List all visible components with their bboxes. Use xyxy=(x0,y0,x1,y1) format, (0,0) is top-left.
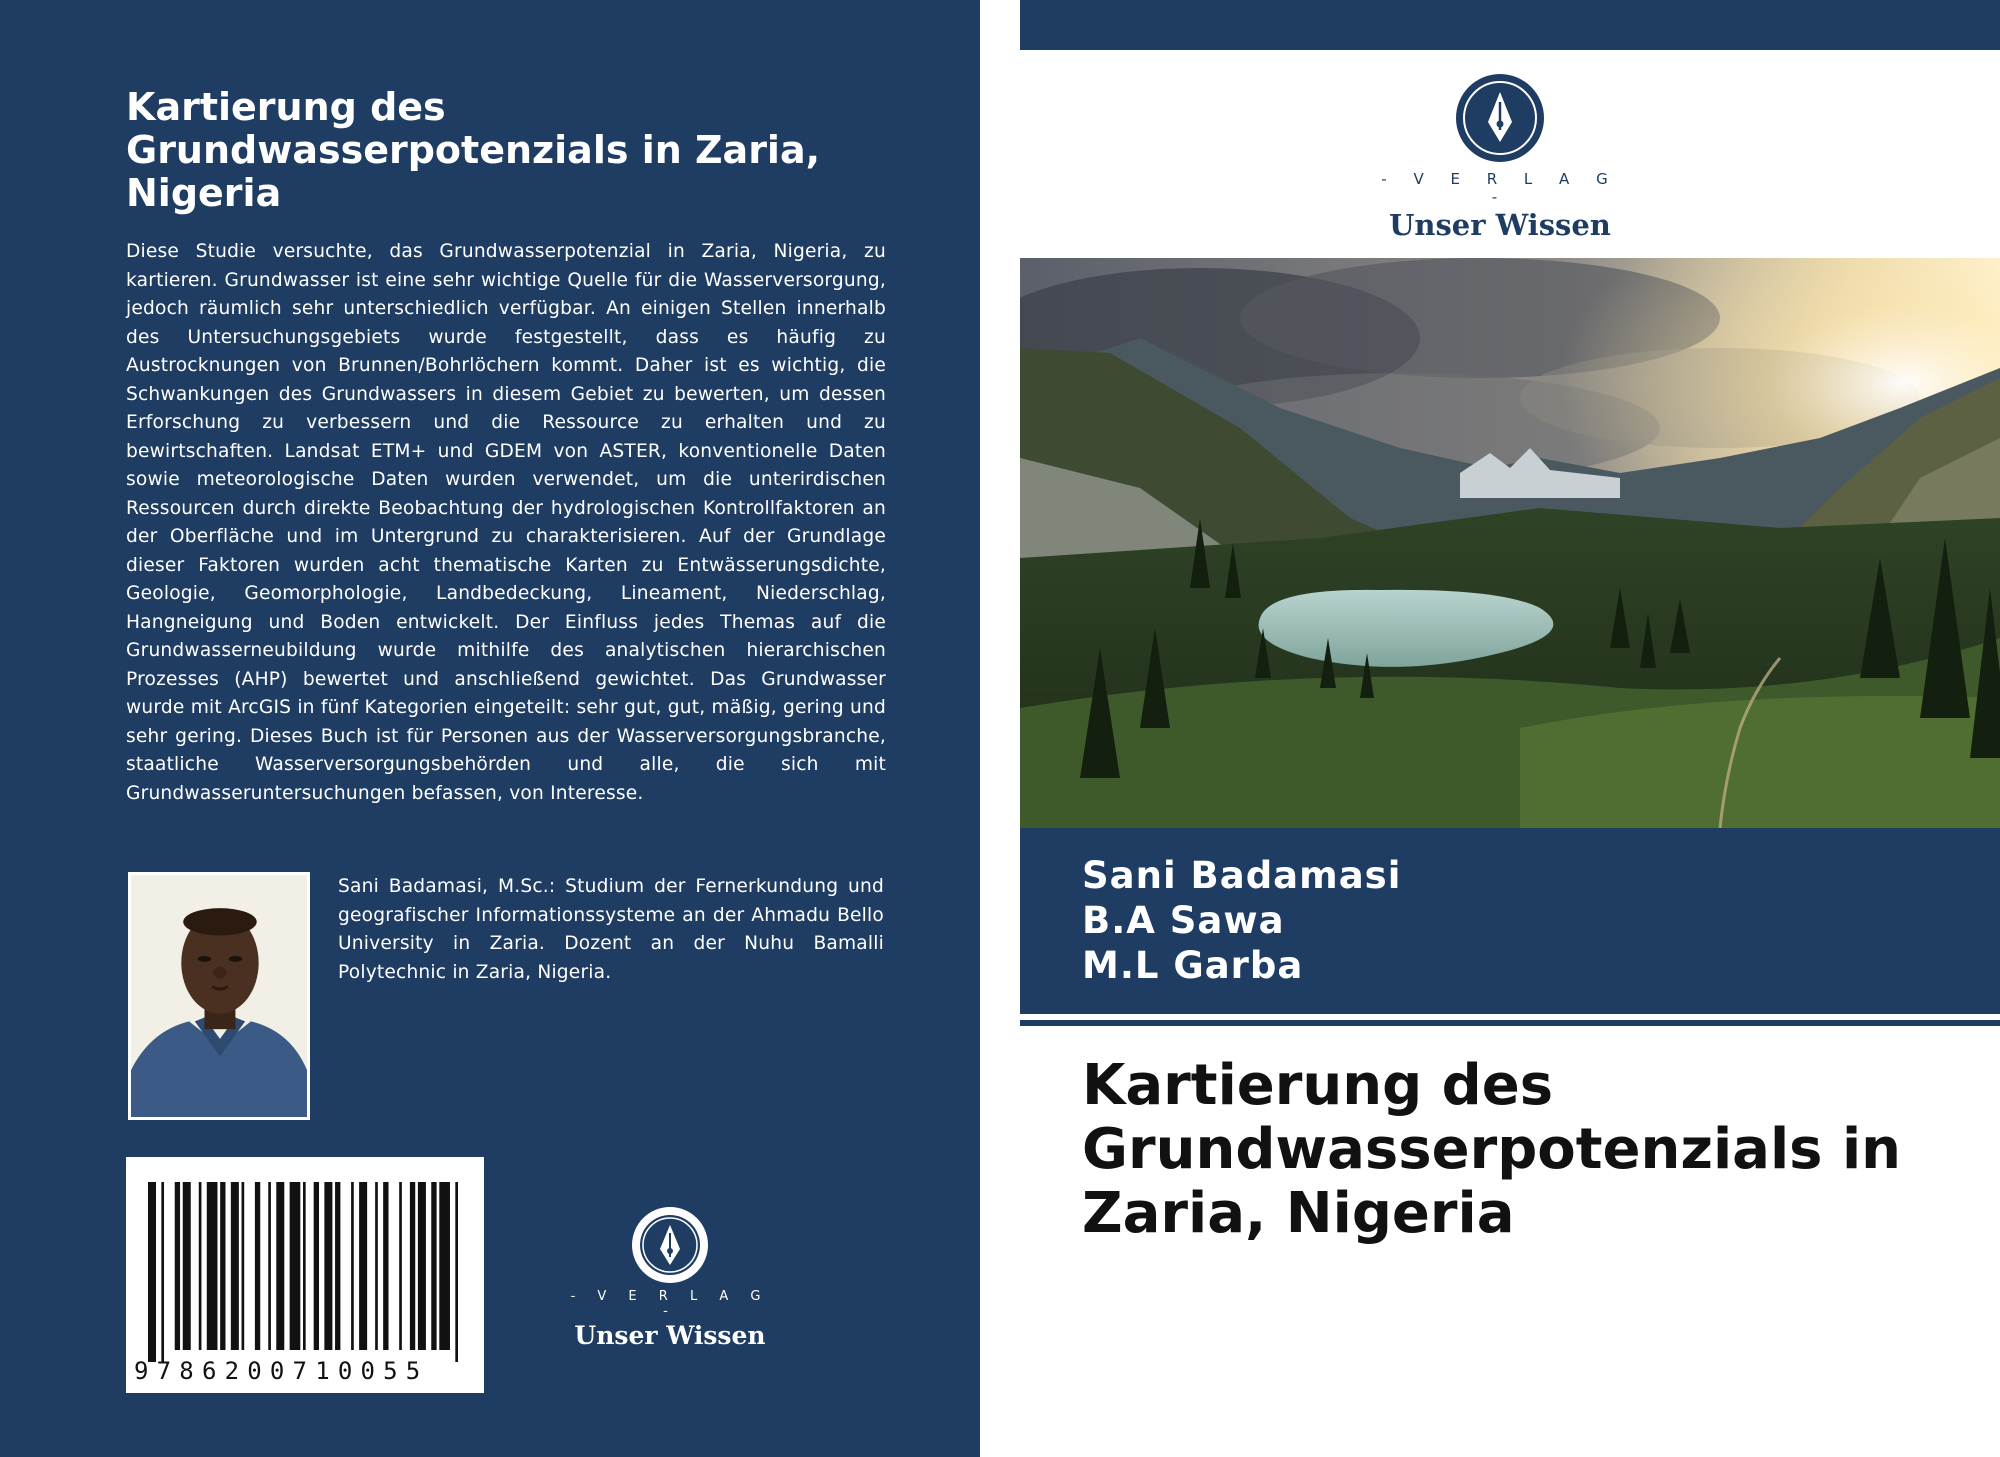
barcode-bars xyxy=(148,1182,466,1362)
publisher-brand-name: Unser Wissen xyxy=(574,1321,766,1350)
back-cover-title: Kartierung des Grundwasserpotenzials in Zaria, Nigeria xyxy=(126,85,821,215)
author-name: B.A Sawa xyxy=(1082,899,1285,942)
isbn-digits: 9786200710055 xyxy=(134,1357,429,1385)
barcode-bar xyxy=(314,1182,319,1350)
barcode-bar xyxy=(199,1182,202,1350)
front-cover-title: Kartierung des Grundwasserpotenzials in Zaria, Nigeria xyxy=(1082,1053,1902,1246)
barcode-bar xyxy=(431,1182,436,1350)
barcode-bar xyxy=(183,1182,191,1350)
author-photo xyxy=(128,872,310,1120)
barcode-bar xyxy=(399,1182,402,1350)
publisher-verlag-label: - V E R L A G - xyxy=(570,1289,770,1319)
barcode-bar xyxy=(383,1182,388,1350)
publisher-seal-icon xyxy=(630,1205,710,1285)
publisher-brand-name: Unser Wissen xyxy=(1389,208,1611,242)
author-bio: Sani Badamasi, M.Sc.: Studium der Fernerkundung und geografischer Informationssysteme an der Ahmadu Bello University in Zaria. Dozent an der Nuhu Bamalli Polytechnic in Zaria, Nigeria. xyxy=(338,876,884,983)
barcode-bar xyxy=(207,1182,218,1350)
barcode-bar xyxy=(276,1182,284,1350)
author-name: M.L Garba xyxy=(1082,944,1304,987)
cover-divider xyxy=(1020,1020,2000,1026)
barcode-bar xyxy=(335,1182,340,1350)
barcode-bar xyxy=(231,1182,239,1350)
barcode-bar xyxy=(255,1182,260,1350)
publisher-verlag-label: - V E R L A G - xyxy=(1381,170,1619,206)
barcode-bar xyxy=(290,1182,301,1350)
barcode-bar xyxy=(242,1182,245,1350)
barcode-bar xyxy=(303,1182,306,1350)
barcode-bar xyxy=(410,1182,415,1350)
publisher-logo-back xyxy=(560,1205,780,1350)
barcode-bar xyxy=(175,1182,180,1350)
publisher-logo-front xyxy=(1375,72,1625,242)
barcode-bar xyxy=(148,1182,156,1362)
publisher-seal-icon xyxy=(1454,72,1546,164)
authors-band xyxy=(1020,828,2000,1014)
isbn-barcode xyxy=(126,1157,484,1393)
barcode-bar xyxy=(375,1182,378,1350)
front-top-bar xyxy=(1020,0,2000,50)
barcode-bar xyxy=(359,1182,367,1350)
barcode-bar xyxy=(439,1182,450,1350)
book-blurb: Diese Studie versuchte, das Grundwasserpotenzial in Zaria, Nigeria, zu kartieren. Grundwasser ist eine sehr wichtige Quelle für die Wasserversorgung, jedoch räumlich sehr unterschiedlich verfügbar. An einigen Stellen innerhalb des Untersuchungsgebiets wurde festgestellt, dass es häufig zu Austrocknungen von Brunnen/Bohrlöchern kommt. Daher ist es wichtig, die Schwankungen des Grundwassers in diesem Gebiet zu bewerten, um dessen Erforschung zu verbessern und die Ressource zu erhalten und zu bewirtschaften. Landsat ETM+ und GDEM von ASTER, konventionelle Daten sowie meteorologische Daten wurden verwendet, um die unterirdischen Ressourcen durch direkte Beobachtung der hydrologischen Kontrollfaktoren an der Oberfläche und im Untergrund zu charakterisieren. Auf der Grundlage dieser Faktoren wurden acht thematische Karten zu Entwässerungsdichte, Geologie, Geomorphologie, Landbedeckung, Lineament, Niederschlag, Hangneigung und Boden entwickelt. Der Einfluss jedes Themas auf die Grundwasserneubildung wurde mithilfe des analytischen hierarchischen Prozesses (AHP) bewertet und anschließend gewichtet. Das Grundwasser wurde mit ArcGIS in fünf Kategorien eingeteilt: sehr gut, gut, mäßig, gering und sehr gering. Dieses Buch ist für Personen aus der Wasserversorgungsbranche, staatliche Wasserversorgungsbehörden und alle, die sich mit Grundwasseruntersuchungen befassen, von Interesse. xyxy=(126,241,886,804)
back-cover xyxy=(0,0,980,1457)
barcode-bar xyxy=(220,1182,225,1350)
spine-gap xyxy=(980,0,1020,1457)
barcode-bar xyxy=(418,1182,426,1350)
barcode-bar xyxy=(161,1182,164,1362)
barcode-bar xyxy=(455,1182,458,1362)
barcode-bar xyxy=(324,1182,332,1350)
barcode-bar xyxy=(351,1182,354,1350)
cover-landscape-image xyxy=(1020,258,2000,828)
author-name: Sani Badamasi xyxy=(1082,854,1402,897)
barcode-bar xyxy=(268,1182,271,1350)
